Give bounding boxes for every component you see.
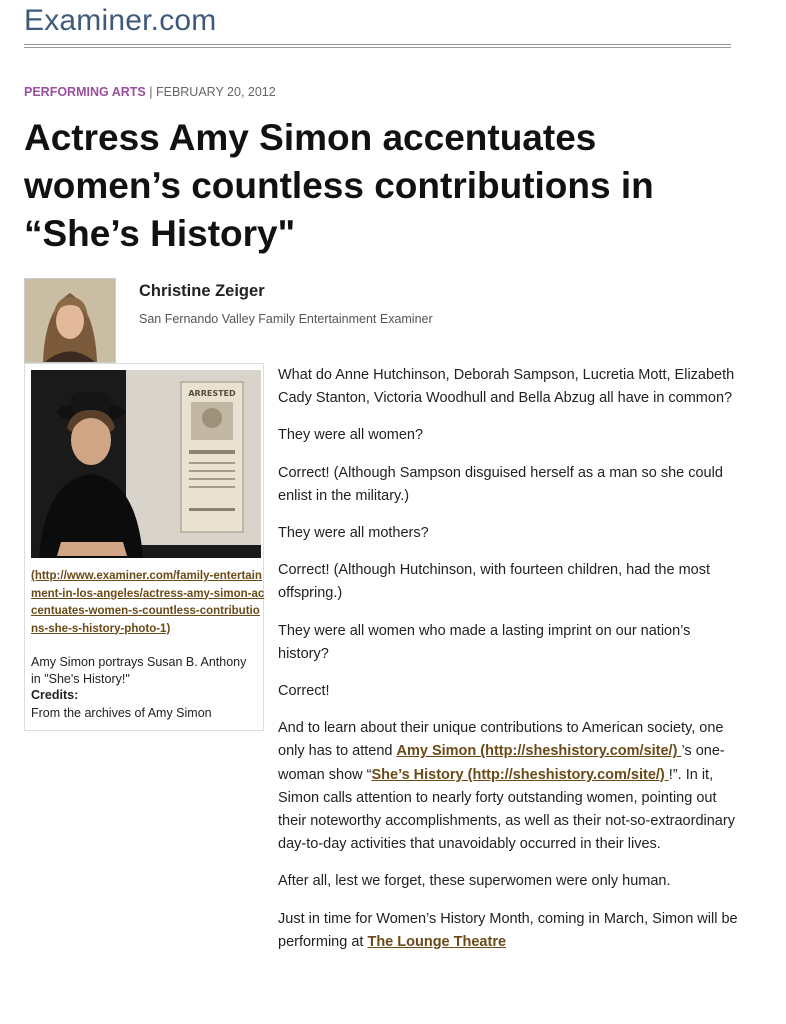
section-label[interactable]: PERFORMING ARTS: [24, 85, 146, 99]
paragraph-9: After all, lest we forget, these superwomen were only human.: [278, 873, 671, 890]
paragraph-5: Correct! (Although Hutchinson, with fourteen children, had the most offspring.): [278, 562, 711, 602]
headline-line-3: “She’s History": [24, 213, 296, 254]
paragraph-7: Correct!: [278, 683, 330, 700]
paragraph-8-text-c: !”. In it, Simon calls attention to nearly forty outstanding women, pointing out their noteworthy accomplishments, as well as their not-so-extraordinary day-to-day activities that unavoidably occurred in their lives.: [278, 766, 735, 853]
paragraph-8-text-b: ’s one-woman show “: [278, 743, 725, 783]
paragraph-4: They were all mothers?: [278, 525, 429, 542]
photo-caption: Amy Simon portrays Susan B. Anthony in "She's History!": [31, 655, 247, 686]
header-rule-top: [24, 44, 731, 45]
publish-date: FEBRUARY 20, 2012: [155, 85, 276, 99]
headline-line-2: women’s countless contributions in: [24, 165, 654, 206]
article-photo[interactable]: [31, 370, 261, 558]
paragraph-1: What do Anne Hutchinson, Deborah Sampson, Lucretia Mott, Elizabeth Cady Stanton, Victoria Woodhull and Bella Abzug all have in common?: [278, 367, 735, 407]
paragraph-10: [278, 908, 738, 954]
poster-heading: ARRESTED: [188, 389, 236, 398]
photo-link[interactable]: (http://www.examiner.com/family-entertainment-in-los-angeles/actress-amy-simon-accentuates-women-s-countless-contributions-she-s-history-photo-1): [31, 570, 265, 635]
site-logo[interactable]: Examiner.com: [24, 4, 217, 37]
paragraph-3: Correct! (Although Sampson disguised herself as a man so she could enlist in the military.): [278, 464, 723, 504]
lounge-theatre-link[interactable]: The Lounge Theatre: [367, 933, 507, 950]
amy-simon-link[interactable]: Amy Simon (http://sheshistory.com/site/): [396, 743, 682, 760]
credits-text: From the archives of Amy Simon: [31, 706, 212, 720]
author-title: San Fernando Valley Family Entertainment Examiner: [139, 312, 433, 326]
paragraph-6: They were all women who made a lasting imprint on our nation’s history?: [278, 622, 691, 662]
author-avatar-image: [25, 279, 115, 362]
credits-label: Credits:: [31, 688, 79, 702]
header-rule-bottom: [24, 47, 731, 48]
author-name[interactable]: Christine Zeiger: [139, 282, 265, 300]
paragraph-2: They were all women?: [278, 427, 424, 444]
headline-line-1: Actress Amy Simon accentuates: [24, 117, 597, 158]
paragraph-8: [278, 717, 738, 856]
article-meta: [24, 85, 276, 99]
article-body: [278, 364, 738, 968]
photo-sidebar: [24, 363, 264, 731]
shes-history-link[interactable]: She’s History (http://sheshistory.com/site/): [371, 766, 669, 783]
article-photo-image: [31, 370, 261, 558]
paragraph-8-text-a: And to learn about their unique contributions to American society, one only has to attend: [278, 720, 724, 760]
paragraph-10-text: Just in time for Women’s History Month, coming in March, Simon will be performing at: [278, 910, 738, 950]
author-avatar[interactable]: [24, 278, 116, 363]
article-headline: [24, 114, 744, 258]
meta-separator: |: [145, 85, 156, 99]
